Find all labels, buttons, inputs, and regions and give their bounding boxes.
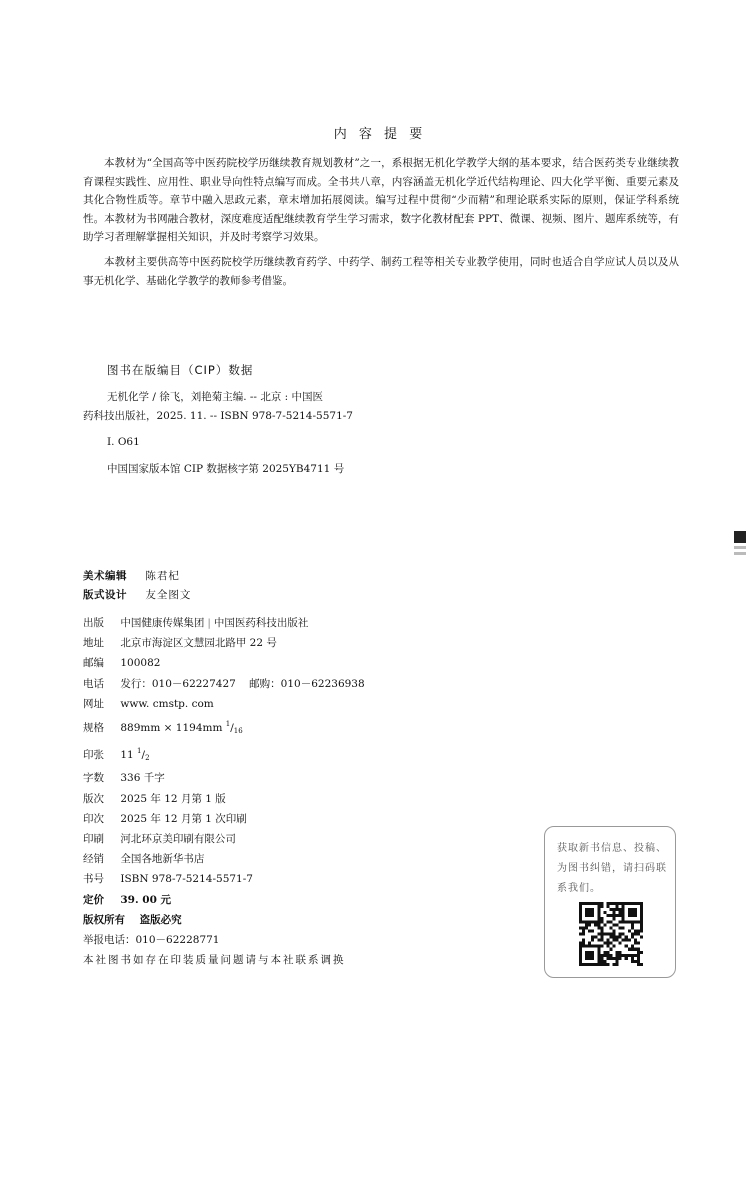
website-row — [83, 694, 365, 714]
credits — [83, 567, 191, 605]
quality-notice: 本社图书如存在印装质量问题请与本社联系调换 — [83, 954, 346, 967]
summary-paragraph-1: 本教材为“全国高等中医药院校学历继续教育规划教材”之一，系根据无机化学教学大纲的基本要求，结合医药类专业继续教育课程实践性、应用性、职业导向性特点编写而成。全书共八章，内容涵盖无机化学近代结构理论、四大化学平衡、重要元素及其化合物性质等。章节中融入思政元素，章末增加拓展阅读。编写过程中贯彻“少而精”和理论联系实际的原则，保证学科系统性。本教材为书网融合教材，深度难度适配继续教育学生学习需求，数字化教材配套 PPT、微课、视频、图片、题库系统等，有助学习者理解掌握相关知识，并及时考察学习效果。 — [83, 157, 679, 243]
phone-value: 发行：010－62227427 邮购：010－62236938 — [120, 677, 365, 690]
words-label: 字数 — [83, 772, 104, 785]
cip-line-1: 无机化学 / 徐飞，刘艳菊主编. -- 北京 : 中国医 — [107, 391, 324, 403]
art-editor-row — [83, 567, 191, 586]
publisher-row — [83, 613, 365, 633]
sheets-value: 11 — [120, 749, 138, 762]
postcode-label: 邮编 — [83, 657, 104, 670]
report-phone: 举报电话：010－62228771 — [83, 934, 220, 947]
publisher-group: 中国健康传媒集团 — [120, 617, 205, 629]
printer-row — [83, 829, 365, 849]
edition-label: 版次 — [83, 792, 104, 805]
layout-design-row — [83, 586, 191, 605]
edge-mark-block — [734, 531, 746, 543]
side-edge-mark — [734, 531, 750, 555]
distributor-value: 全国各地新华书店 — [120, 853, 205, 866]
format-value: 889mm × 1194mm — [120, 722, 226, 735]
format-row — [83, 714, 365, 741]
qr-contact-card — [544, 826, 676, 978]
sheets-label: 印张 — [83, 749, 104, 762]
website-label: 网址 — [83, 697, 104, 710]
cip-record-lines — [83, 388, 353, 426]
cip-classification: Ⅰ. O61 — [107, 436, 140, 448]
qr-code-icon[interactable] — [579, 902, 643, 966]
edition-row — [83, 789, 365, 809]
sheets-numerator: 1 — [137, 747, 142, 756]
words-value: 336 千字 — [120, 772, 165, 785]
sheets-slash: / — [141, 749, 146, 762]
cip-line-2: 药科技出版社，2025. 11. -- ISBN 978-7-5214-5571-7 — [83, 410, 353, 422]
publisher-name: 中国医药科技出版社 — [213, 617, 309, 629]
price-label: 定价 — [83, 893, 104, 906]
printing-label: 印次 — [83, 812, 104, 825]
sheets-row — [83, 741, 365, 768]
price-value: 39. 00 元 — [120, 893, 172, 906]
rights-statement: 版权所有 盗版必究 — [83, 913, 182, 926]
isbn-value: ISBN 978-7-5214-5571-7 — [120, 873, 253, 886]
sheets-denominator: 2 — [145, 754, 150, 763]
summary-paragraph-2: 本教材主要供高等中医药院校学历继续教育药学、中药学、制药工程等相关专业教学使用，同时也适合自学应试人员以及从事无机化学、基础化学教学的教师参考借鉴。 — [83, 256, 679, 287]
postcode-value: 100082 — [120, 657, 161, 670]
isbn-label: 书号 — [83, 873, 104, 886]
postcode-row — [83, 653, 365, 673]
distributor-label: 经销 — [83, 853, 104, 866]
format-slash: / — [230, 722, 234, 735]
cip-record-number: 中国国家版本馆 CIP 数据核字第 2025YB4711 号 — [107, 463, 345, 475]
website-value: www. cmstp. com — [120, 697, 214, 710]
printing-value: 2025 年 12 月第 1 次印刷 — [120, 812, 247, 825]
edge-mark-line-2 — [734, 552, 746, 555]
words-row — [83, 768, 365, 788]
layout-design-label: 版式设计 — [83, 589, 127, 601]
publisher-label: 出版 — [83, 617, 104, 629]
edition-value: 2025 年 12 月第 1 版 — [120, 792, 226, 805]
format-denominator: 16 — [233, 727, 243, 736]
publication-info — [83, 613, 365, 970]
phone-label: 电话 — [83, 677, 104, 690]
phone-row — [83, 674, 365, 694]
cip-title: 图书在版编目（CIP）数据 — [107, 363, 254, 377]
edge-mark-line-1 — [734, 546, 746, 549]
layout-design-value: 友全图文 — [145, 589, 192, 601]
printer-value: 河北环京美印刷有限公司 — [120, 833, 236, 846]
art-editor-value: 陈君杞 — [145, 570, 180, 582]
address-value: 北京市海淀区文慧园北路甲 22 号 — [120, 637, 277, 650]
price-row — [83, 890, 365, 910]
address-row — [83, 633, 365, 653]
isbn-row — [83, 869, 365, 889]
qr-card-text: 获取新书信息、投稿、为图书纠错，请扫码联系我们。 — [557, 843, 667, 894]
address-label: 地址 — [83, 637, 104, 650]
summary-title: 内 容 提 要 — [333, 127, 427, 142]
printer-label: 印刷 — [83, 833, 104, 846]
printing-row — [83, 809, 365, 829]
format-label: 规格 — [83, 722, 104, 735]
publisher-separator: | — [207, 617, 211, 629]
format-numerator: 1 — [225, 720, 231, 729]
distributor-row — [83, 849, 365, 869]
art-editor-label: 美术编辑 — [83, 570, 127, 582]
